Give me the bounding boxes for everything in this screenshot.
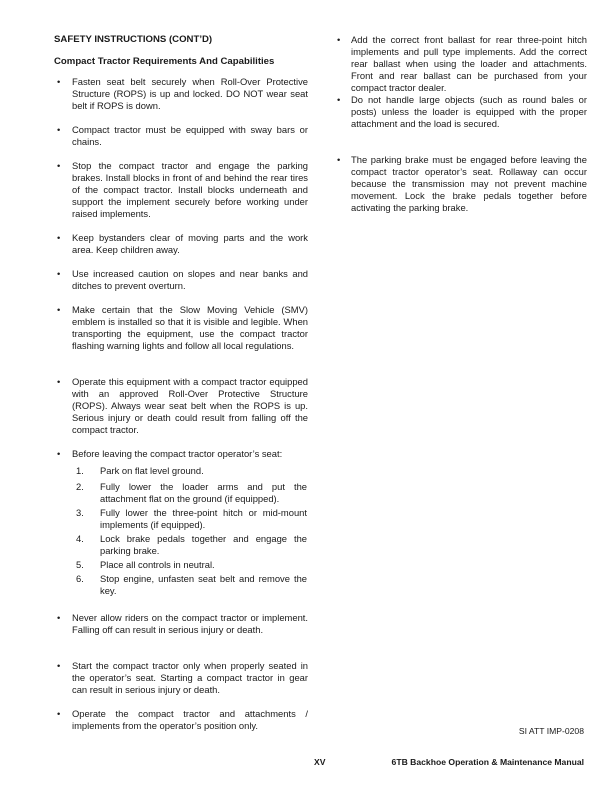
subsection-heading: Compact Tractor Requirements And Capabilities <box>54 56 275 67</box>
bullet-icon: • <box>337 34 341 45</box>
bullet-icon: • <box>57 448 61 459</box>
bullet-icon: • <box>57 76 61 87</box>
bullet-icon: • <box>57 232 61 243</box>
bullet-icon: • <box>57 612 61 623</box>
bullet-icon: • <box>337 94 341 105</box>
bullet-icon: • <box>57 160 61 171</box>
bullet-icon: • <box>57 124 61 135</box>
bullet-icon: • <box>57 376 61 387</box>
bullet-icon: • <box>57 708 61 719</box>
bullet-icon: • <box>337 154 341 165</box>
manual-title: 6TB Backhoe Operation & Maintenance Manual <box>391 757 584 767</box>
document-code: SI ATT IMP-0208 <box>518 726 584 736</box>
bullet-icon: • <box>57 660 61 671</box>
section-heading: SAFETY INSTRUCTIONS (CONT’D) <box>54 34 213 45</box>
bullet-icon: • <box>57 268 61 279</box>
bullet-icon: • <box>57 304 61 315</box>
page-number: XV <box>314 757 326 767</box>
